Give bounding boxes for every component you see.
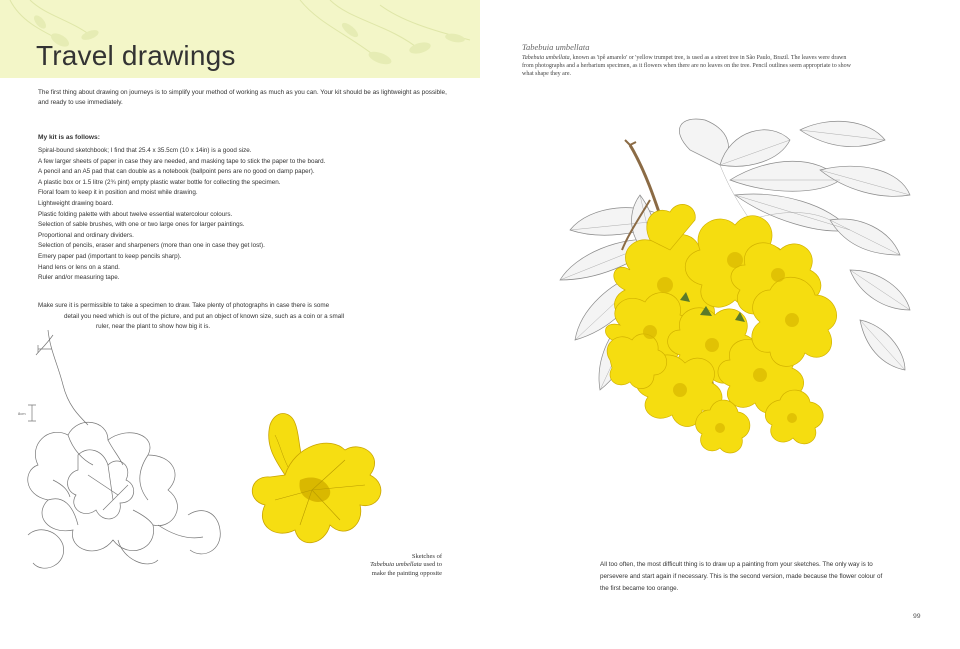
botanical-painting [530, 110, 930, 540]
species-heading: Tabebuia umbellata [522, 42, 590, 52]
title-band [0, 0, 480, 78]
species-description-text: , known as 'ipê amarelo' or 'yellow trumpet tree, is used as a street tree in São Paulo, Brazil. The leaves were drawn from photographs and a herbarium specimen, as it flowers when there are no leaves on the tree. Pencil outlines seem appropriate to show what shape they are. [522, 55, 851, 77]
advice-line: Make sure it is permissible to take a specimen to draw. Take plenty of photographs in case there is some [38, 302, 330, 309]
kit-heading: My kit is as follows: [38, 134, 100, 141]
kit-item: Selection of pencils, eraser and sharpeners (more than one in case they get lost). [38, 242, 265, 250]
caption-line: persevere and start again if necessary. This is the second version, made because the flower colour of [600, 573, 883, 580]
kit-item: Lightweight drawing board. [38, 199, 114, 207]
pencil-sketch-illustration [8, 325, 268, 585]
right-page [480, 0, 960, 649]
kit-item: Floral foam to keep it in position and moist while drawing. [38, 189, 198, 197]
kit-item: Proportional and ordinary dividers. [38, 231, 134, 239]
left-caption [358, 553, 442, 578]
kit-item: Ruler and/or measuring tape. [38, 274, 120, 282]
caption-species: Tabebuia umbellata [370, 561, 422, 569]
kit-item: A plastic box or 1.5 litre (2¾ pint) empty plastic water bottle for collecting the specimen. [38, 178, 281, 186]
caption-line: All too often, the most difficult thing is to draw up a painting from your sketches. The only way is to [600, 561, 873, 568]
kit-item: A pencil and an A5 pad that can double as a notebook (ballpoint pens are no good on damp paper). [38, 168, 315, 176]
species-description [522, 55, 852, 78]
kit-item: Emery paper pad (important to keep pencils sharp). [38, 252, 182, 260]
page-title: Travel drawings [36, 40, 236, 71]
kit-list [38, 146, 468, 284]
sketch-scale-label: 8cm [18, 411, 26, 416]
caption-line: make the painting opposite [371, 569, 442, 577]
kit-item: A few larger sheets of paper in case they are needed, and masking tape to stick the paper to the board. [38, 157, 326, 165]
kit-item: Selection of sable brushes, with one or two large ones for larger paintings. [38, 221, 245, 229]
right-caption [600, 559, 920, 595]
kit-item: Hand lens or lens on a stand. [38, 263, 120, 271]
caption-line: used to [421, 561, 442, 569]
intro-paragraph: The first thing about drawing on journeys is to simplify your method of working as much as you can. Your kit should be as lightweight as possible, and ready to use immediately. [38, 89, 447, 106]
advice-line: ruler, near the plant to show how big it is. [96, 323, 211, 331]
caption-line: Sketches of [411, 553, 442, 560]
advice-line: detail you need which is out of the picture, and put an object of known size, such as a coin or a small [64, 312, 345, 320]
species-name-inline: Tabebuia umbellata [522, 55, 570, 61]
yellow-flower-sketch [240, 405, 390, 555]
kit-item: Plastic folding palette with about twelve essential watercolour colours. [38, 210, 233, 218]
caption-line: the first became too orange. [600, 585, 679, 592]
kit-item: Spiral-bound sketchbook; I find that 25.4 x 35.5cm (10 x 14in) is a good size. [38, 147, 252, 154]
page-number: 99 [913, 613, 921, 620]
